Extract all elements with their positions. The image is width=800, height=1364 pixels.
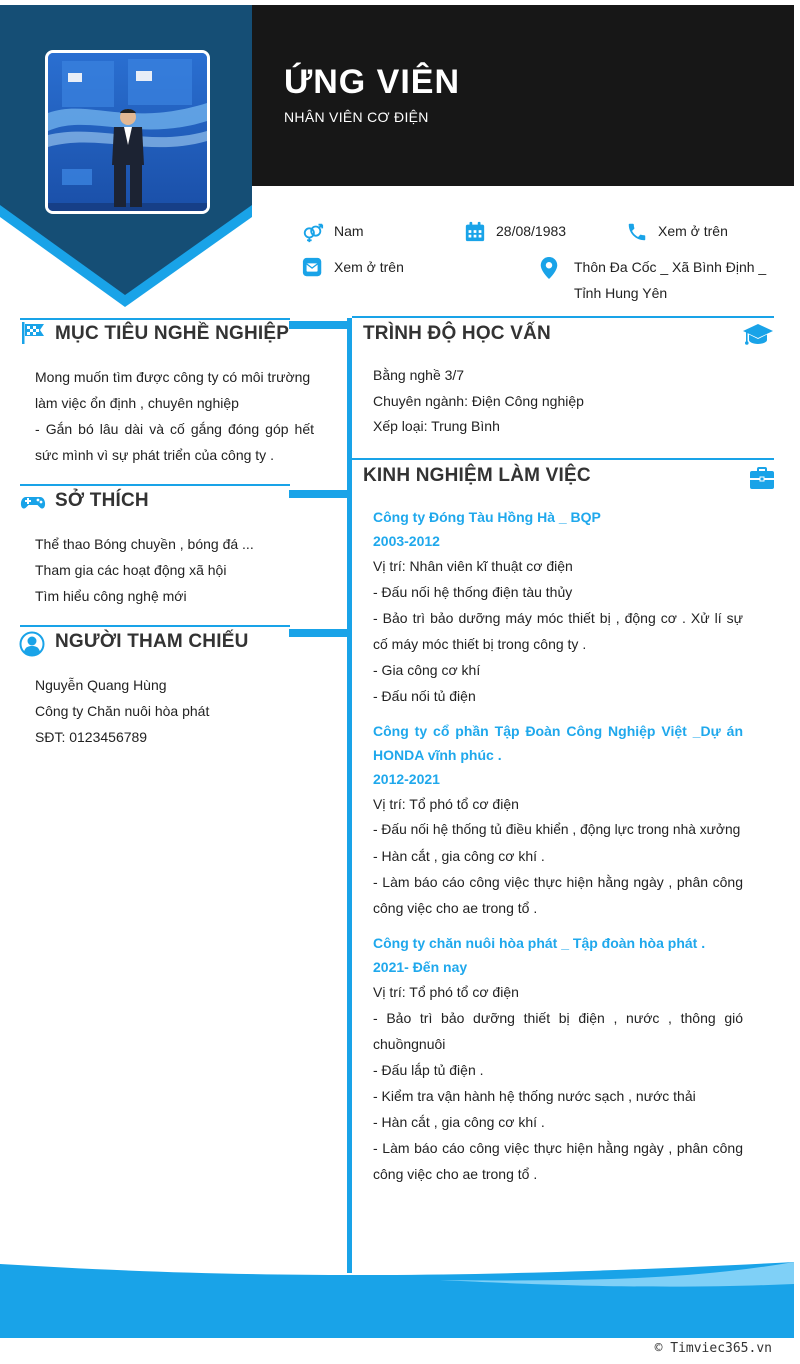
job-detail: - Bảo trì bảo dưỡng thiết bị điện , nước , thông gió chuồngnuôi bbox=[373, 1010, 743, 1052]
job-detail: - Làm báo cáo công việc thực hiện hằng ngày , phân công công việc cho ae trong tổ . bbox=[373, 1140, 743, 1182]
candidate-name: ỨNG VIÊN bbox=[284, 63, 461, 101]
gender-info bbox=[302, 221, 364, 244]
objective-line: sức mình vì sự phát triển của công ty . bbox=[35, 447, 274, 463]
job-company: Công ty Đóng Tàu Hồng Hà _ BQP bbox=[373, 509, 601, 525]
education-title: TRÌNH ĐỘ HỌC VẤN bbox=[363, 323, 551, 344]
reference-line: Nguyễn Quang Hùng bbox=[35, 677, 167, 693]
calendar-icon bbox=[464, 221, 486, 243]
copyright-text: © Timviec365.vn bbox=[654, 1341, 772, 1356]
education-line: Chuyên ngành: Điện Công nghiệp bbox=[373, 392, 584, 409]
birthdate-value: 28/08/1983 bbox=[496, 223, 567, 239]
column-divider bbox=[347, 318, 352, 1273]
objective-line: làm việc ổn định , chuyên nghiệp bbox=[35, 395, 239, 411]
job-period: 2021- Đến nay bbox=[373, 959, 468, 975]
email-info bbox=[302, 257, 404, 280]
job-detail: - Đấu lắp tủ điện . bbox=[373, 1062, 484, 1078]
birthdate-info bbox=[464, 221, 566, 244]
education-line: Xếp loại: Trung Bình bbox=[373, 418, 500, 434]
flag-icon bbox=[20, 320, 46, 346]
hobby-line: Thể thao Bóng chuyền , bóng đá ... bbox=[35, 536, 254, 552]
reference-tab bbox=[289, 629, 347, 637]
education-text bbox=[373, 363, 743, 440]
address-info bbox=[540, 257, 766, 306]
objective-rule bbox=[20, 318, 290, 320]
job-detail: - Bảo trì bảo dưỡng máy móc thiết bị , động cơ . Xử lí sự cố máy móc thiết bị trong công ty . bbox=[373, 610, 743, 652]
job-entry bbox=[373, 505, 743, 709]
phone-info bbox=[626, 221, 728, 244]
job-detail: Vị trí: Tổ phó tổ cơ điện bbox=[373, 984, 519, 1000]
reference-line: Công ty Chăn nuôi hòa phát bbox=[35, 703, 210, 719]
cv-page bbox=[0, 5, 794, 1338]
job-entry bbox=[373, 719, 743, 921]
job-detail: - Hàn cắt , gia công cơ khí . bbox=[373, 1114, 545, 1130]
experience-title: KINH NGHIỆM LÀM VIỆC bbox=[363, 465, 591, 486]
job-entry bbox=[373, 931, 743, 1187]
candidate-role: NHÂN VIÊN CƠ ĐIỆN bbox=[284, 109, 429, 125]
education-rule bbox=[352, 316, 774, 318]
phone-icon bbox=[626, 221, 648, 243]
job-period: 2003-2012 bbox=[373, 533, 440, 549]
reference-rule bbox=[20, 625, 290, 627]
objective-line: Mong muốn tìm được công ty có môi trường bbox=[35, 369, 311, 385]
hobbies-title: SỞ THÍCH bbox=[55, 490, 149, 511]
job-detail: - Đấu nối hệ thống tủ điều khiển , động lực trong nhà xưởng bbox=[373, 822, 741, 837]
education-line: Bằng nghề 3/7 bbox=[373, 367, 465, 383]
hobbies-rule bbox=[20, 484, 290, 486]
footer-wave bbox=[0, 1258, 794, 1338]
reference-line: SĐT: 0123456789 bbox=[35, 729, 148, 745]
gender-value: Nam bbox=[334, 223, 364, 239]
experience-rule bbox=[352, 458, 774, 460]
job-company: Công ty cổ phần Tập Đoàn Công Nghiệp Việt _Dự án HONDA vĩnh phúc . bbox=[373, 723, 743, 763]
job-detail: - Kiểm tra vận hành hệ thống nước sạch , nước thải bbox=[373, 1088, 696, 1104]
job-detail: Vị trí: Nhân viên kĩ thuật cơ điện bbox=[373, 558, 573, 574]
job-detail: - Đấu nối tủ điện bbox=[373, 688, 476, 704]
hobby-line: Tìm hiểu công nghệ mới bbox=[35, 588, 187, 604]
objective-line: - Gắn bó lâu dài và cố gắng đóng góp hết bbox=[35, 421, 314, 437]
reference-title: NGƯỜI THAM CHIẾU bbox=[55, 631, 249, 652]
job-detail: - Hàn cắt , gia công cơ khí . bbox=[373, 848, 545, 864]
objective-tab bbox=[289, 321, 347, 329]
email-icon bbox=[302, 257, 324, 279]
gamepad-icon bbox=[20, 489, 46, 515]
address-line-2: Tỉnh Hung Yên bbox=[574, 285, 668, 301]
phone-value: Xem ở trên bbox=[658, 223, 728, 239]
graduation-cap-icon bbox=[742, 321, 774, 347]
hobby-line: Tham gia các hoạt động xã hội bbox=[35, 562, 227, 578]
job-period: 2012-2021 bbox=[373, 771, 440, 787]
candidate-photo bbox=[45, 50, 210, 214]
reference-text bbox=[35, 672, 325, 750]
job-detail: - Gia công cơ khí bbox=[373, 662, 481, 678]
hobbies-text bbox=[35, 531, 325, 609]
address-line-1: Thôn Đa Cốc _ Xã Bình Định _ bbox=[574, 259, 767, 275]
objective-text bbox=[35, 364, 314, 468]
user-icon bbox=[19, 631, 45, 657]
job-detail: - Làm báo cáo công việc thực hiện hằng ngày , phân công công việc cho ae trong tổ . bbox=[373, 874, 743, 916]
gender-icon bbox=[302, 221, 324, 243]
map-pin-icon bbox=[540, 257, 558, 279]
email-value: Xem ở trên bbox=[334, 259, 404, 275]
hobbies-tab bbox=[289, 490, 347, 498]
job-company: Công ty chăn nuôi hòa phát _ Tập đoàn hòa phát . bbox=[373, 935, 706, 951]
job-detail: Vị trí: Tổ phó tổ cơ điện bbox=[373, 796, 519, 812]
job-detail: - Đấu nối hệ thống điện tàu thủy bbox=[373, 584, 573, 600]
objective-title: MỤC TIÊU NGHỀ NGHIỆP bbox=[55, 323, 290, 344]
briefcase-icon bbox=[749, 465, 775, 491]
